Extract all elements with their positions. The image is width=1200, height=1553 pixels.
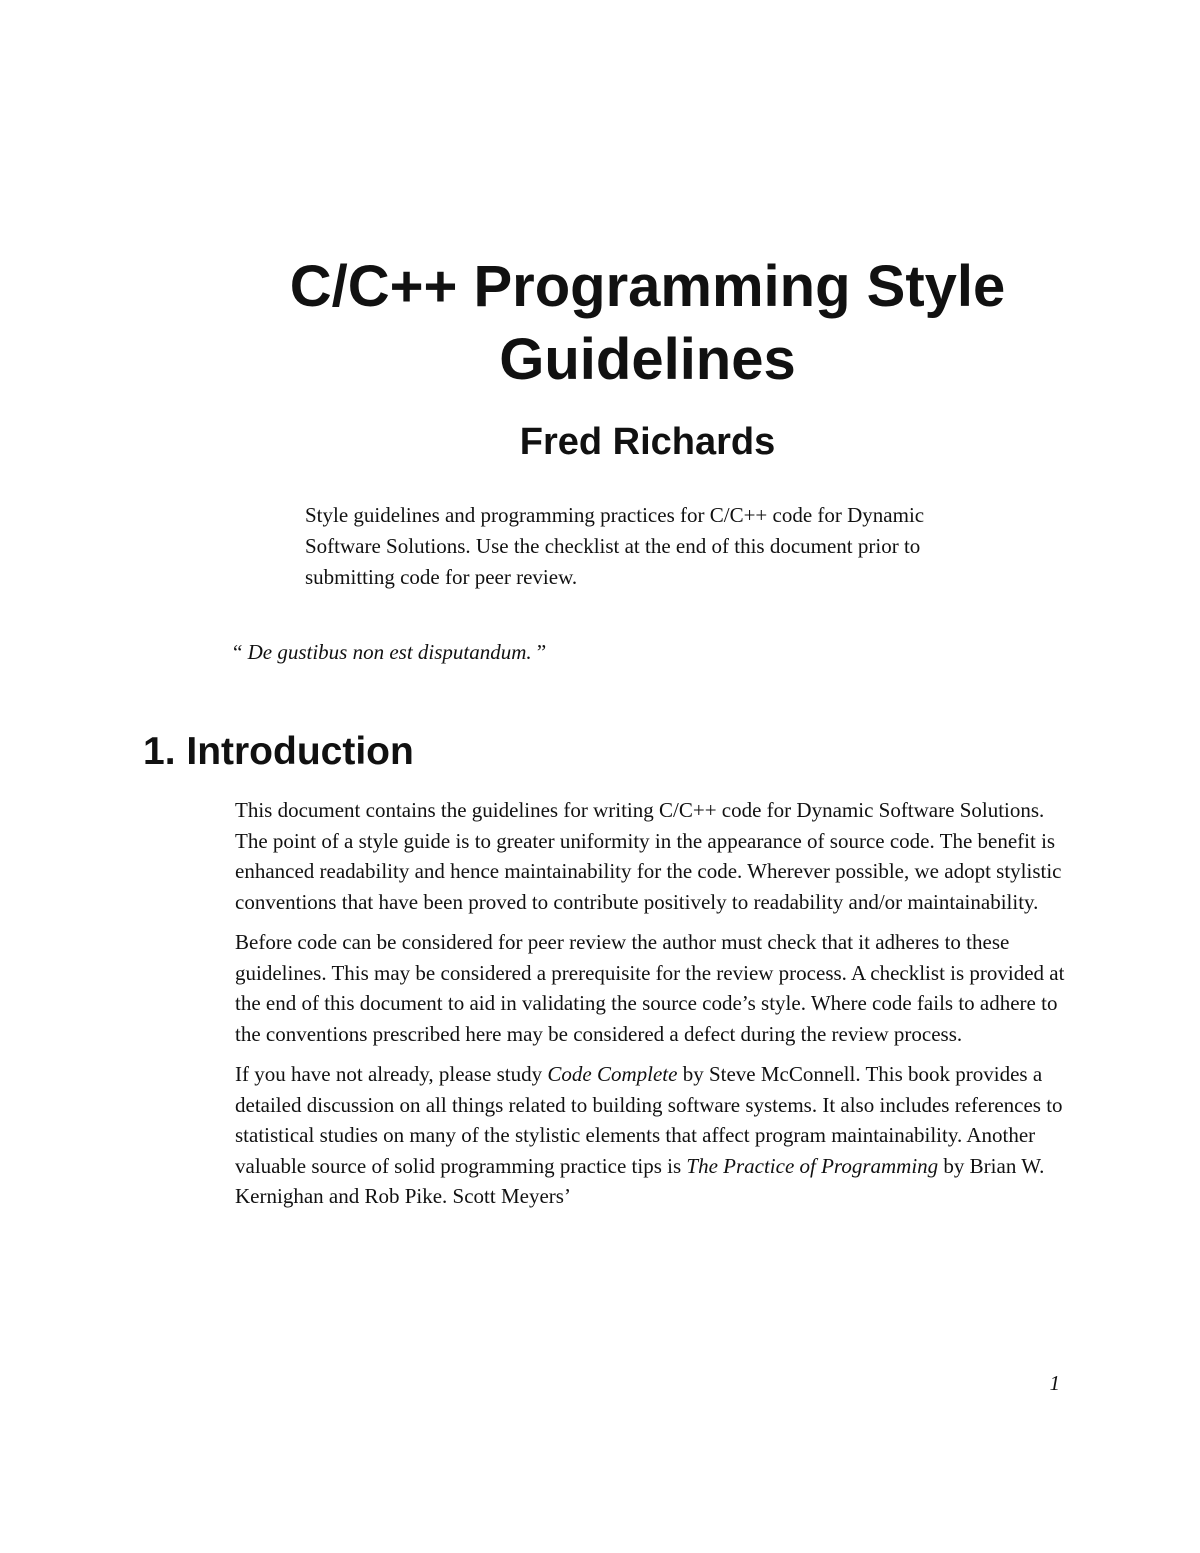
page-number: 1: [1049, 1371, 1060, 1395]
paragraph-text: by Steve McConnell. This book provides a detailed discussion on all things related to building software systems. It also includes references to statistical studies on many of the stylistic elements that affect program maintainability. Another valuable source of solid programming practice tips is: [235, 1062, 1063, 1178]
section-body: [235, 795, 1065, 1222]
paragraph-text: If you have not already, please study: [235, 1062, 548, 1086]
body-paragraph: [235, 1059, 1065, 1212]
epigraph-close-quote: ”: [531, 640, 547, 664]
body-paragraph: This document contains the guidelines for writing C/C++ code for Dynamic Software Solutions. The point of a style guide is to greater uniformity in the appearance of source code. The benefit is enhanced readability and hence maintainability for the code. Wherever possible, we adopt stylistic conventions that have been proved to contribute positively to readability and/or maintainability.: [235, 798, 1062, 914]
body-paragraph: Before code can be considered for peer review the author must check that it adheres to these guidelines. This may be considered a prerequisite for the review process. A checklist is provided at the end of this document to aid in validating the source code’s style. Where code fails to adhere to the conventions prescribed here may be considered a defect during the review process.: [235, 930, 1065, 1046]
book-title-practice-of-programming: The Practice of Programming: [686, 1153, 939, 1178]
epigraph-open-quote: “: [233, 640, 248, 664]
paragraph-text: by Brian W. Kernighan and Rob Pike. Scott Meyers’: [235, 1153, 1045, 1208]
document-title: C/C++ Programming Style Guidelines: [289, 254, 1006, 392]
book-title-code-complete: Code Complete: [547, 1062, 678, 1086]
document-author: Fred Richards: [519, 421, 776, 463]
section-heading: 1. Introduction: [143, 730, 414, 773]
document-abstract: Style guidelines and programming practices for C/C++ code for Dynamic Software Solutions. Use the checklist at the end of this document prior to submitting code for peer review.: [305, 503, 925, 589]
epigraph-text: De gustibus non est disputandum.: [247, 640, 532, 664]
epigraph: [233, 637, 546, 668]
